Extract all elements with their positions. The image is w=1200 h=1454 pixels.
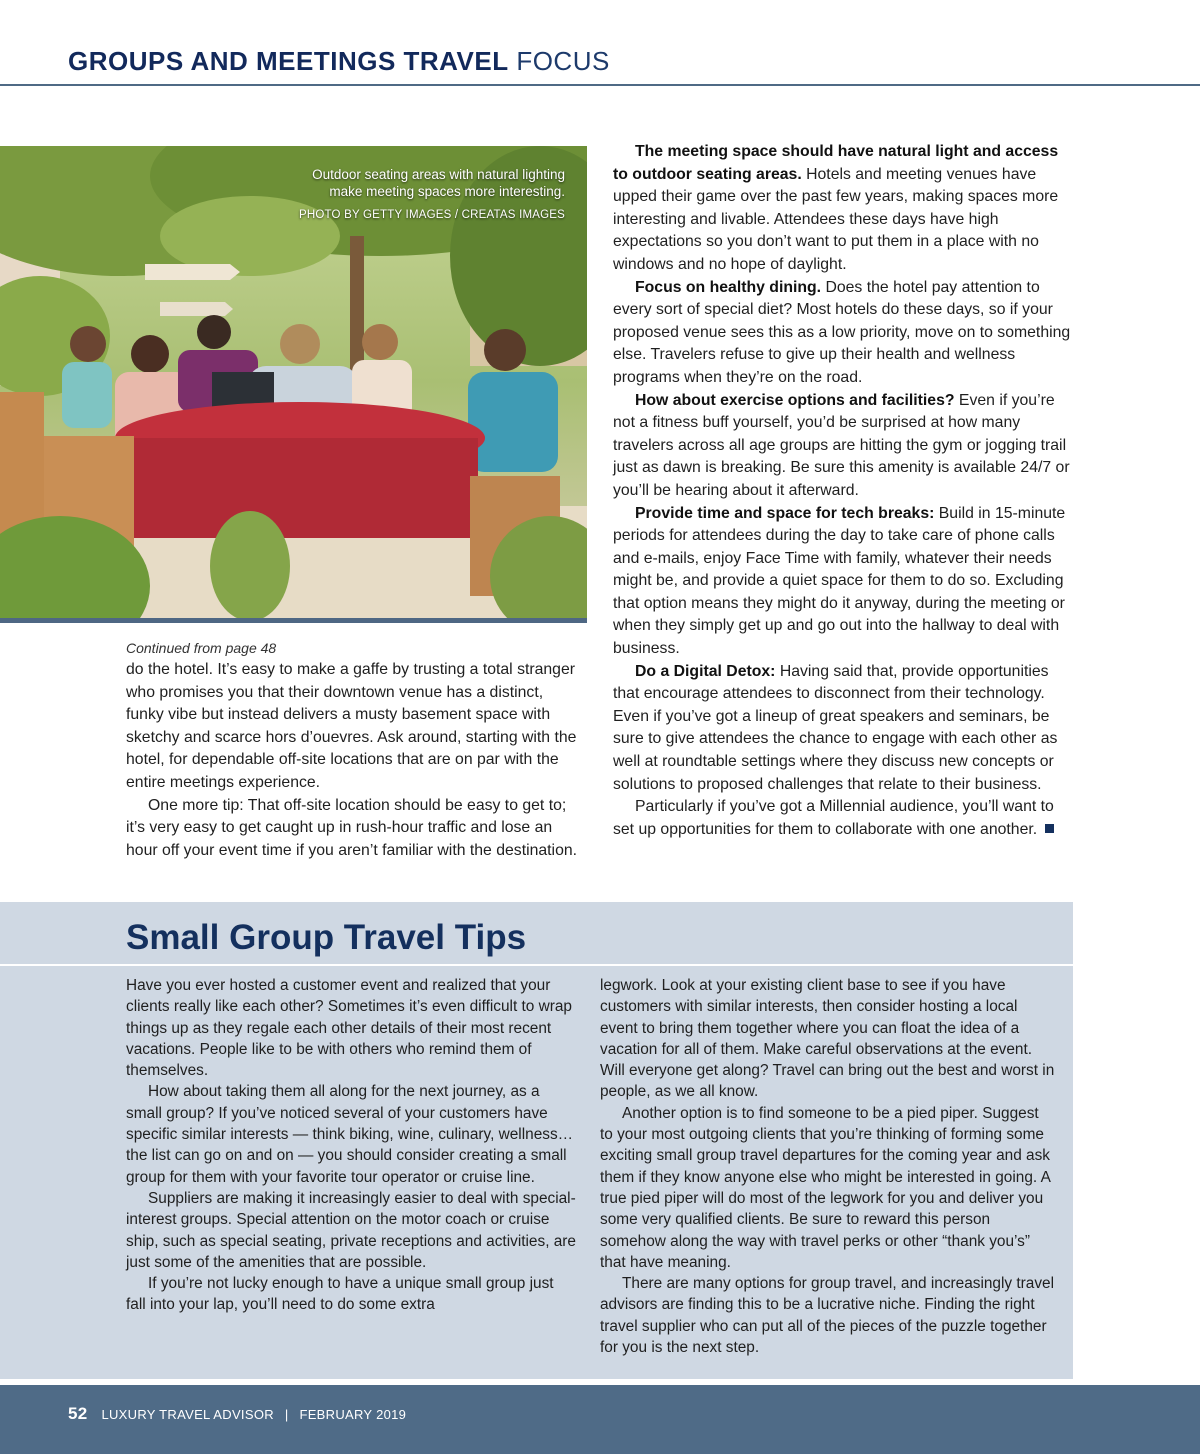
paragraph-lead: Provide time and space for tech breaks: (635, 504, 935, 522)
page-number: 52 (68, 1404, 88, 1423)
article-paragraph (613, 796, 1076, 841)
outdoor-meeting-photo (0, 146, 587, 618)
left-article-column (126, 637, 578, 862)
sidebar-paragraph: Have you ever hosted a customer event and realized that your clients really like each other? Sometimes it’s even difficult to wrap things up as they regale each other details of their most recent vacations. People like to be with others who remind them of themselves. (126, 977, 572, 1080)
photo-credit: PHOTO BY GETTY IMAGES / CREATAS IMAGES (299, 209, 565, 221)
sidebar-box (0, 902, 1073, 1379)
caption-line-1: Outdoor seating areas with natural lighting (312, 167, 565, 182)
issue-date: FEBRUARY 2019 (299, 1407, 407, 1422)
photo-caption (299, 166, 565, 224)
right-article-column (613, 141, 1076, 841)
page-footer (0, 1385, 1200, 1454)
continued-from-label: Continued from page 48 (126, 640, 277, 656)
sidebar-divider (0, 964, 1073, 966)
footer-info (68, 1403, 406, 1426)
paragraph-body: Does the hotel pay attention to every sort of special diet? Most hotels do these days, so if your proposed venue sees this as a low priority, move on to something else. Travelers refuse to give up their health and wellness programs when they’re on the road. (613, 278, 1071, 386)
sidebar-paragraph: legwork. Look at your existing client base to see if you have customers with similar interests, then consider hosting a local event to bring them together where you can float the idea of a vacation for all of them. Make careful observations at the event. Will everyone get along? Travel can bring out the best and worst in people, as we all know. (600, 977, 1055, 1101)
page-header (0, 0, 1200, 86)
footer-separator: | (284, 1407, 289, 1422)
sidebar-paragraph: If you’re not lucky enough to have a unique small group just fall into your lap, you’ll need to do some extra (126, 1275, 554, 1314)
paragraph-lead: Focus on healthy dining. (635, 278, 822, 296)
sidebar-title: Small Group Travel Tips (126, 918, 527, 957)
section-title (68, 46, 610, 76)
paragraph-lead: How about exercise options and facilities? (635, 391, 955, 409)
paragraph-body: Even if you’re not a fitness buff yourself, you’d be surprised at how many travelers across all age groups are hitting the gym or jogging trail just as dawn is breaking. Be sure this amenity is available 24/7 or you’ll be hearing about it afterward. (613, 391, 1070, 499)
paragraph-body: Having said that, provide opportunities that encourage attendees to disconnect from their technology. Even if you’ve got a lineup of great speakers and seminars, be sure to give attendees the chance to engage with each other as well at roundtable settings where they discuss new concepts or solutions to proposed challenges that relate to their business. (613, 662, 1058, 793)
paragraph-lead: The meeting space should have natural light and access to outdoor seating areas. (613, 143, 1059, 183)
article-paragraph: One more tip: That off-site location should be easy to get to; it’s very easy to get caught up in rush-hour traffic and lose an hour off your event time if you aren’t familiar with the destination. (126, 796, 578, 859)
sidebar-paragraph: Suppliers are making it increasingly easier to deal with special-interest groups. Special attention on the motor coach or cruise ship, such as special seating, private receptions and activities, are just some of the amenities that are possible. (126, 1189, 576, 1271)
article-paragraph (613, 503, 1076, 661)
section-title-light: FOCUS (516, 46, 610, 76)
publication-name: LUXURY TRAVEL ADVISOR (101, 1407, 274, 1422)
sidebar-paragraph: How about taking them all along for the next journey, as a small group? If you’ve noticed several of your customers have specific similar interests — think biking, wine, culinary, wellness…the list can go on and on — you should consider creating a small group for them with your favorite tour operator or cruise line. (126, 1083, 574, 1186)
article-paragraph (613, 390, 1076, 503)
end-of-article-icon (1045, 824, 1054, 833)
paragraph-body: Build in 15-minute periods for attendees during the day to take care of phone calls and e-mails, enjoy Face Time with family, whatever their needs might be, and provide a quiet space for them to do so. Excluding that option means they might do it anyway, during the meeting or when they simply get up and go out into the hallway to deal with business. (613, 504, 1066, 658)
article-paragraph (613, 661, 1076, 797)
caption-line-2: make meeting spaces more interesting. (329, 184, 565, 199)
article-paragraph (613, 141, 1076, 277)
sidebar-paragraph: Another option is to find someone to be a pied piper. Suggest to your most outgoing clients that you’re thinking of forming some exciting small group travel departures for the coming year and ask them if they know anyone else who might be interested in going. A true pied piper will do most of the legwork for you and deliver you some very qualified clients. Be sure to reward this person somehow along the way with travel perks or other “thank you’s” that have meaning. (600, 1104, 1051, 1271)
paragraph-lead: Do a Digital Detox: (635, 662, 776, 680)
sidebar-left-column (126, 975, 576, 1316)
section-title-bold: GROUPS AND MEETINGS TRAVEL (68, 46, 509, 76)
article-paragraph: do the hotel. It’s easy to make a gaffe by trusting a total stranger who promises you that their downtown venue has a distinct, funky vibe but instead delivers a musty basement space with sketchy and scarce hors d’ouevres. Ask around, starting with the hotel, for dependable off-site locations that are on par with the entire meetings experience. (126, 661, 577, 791)
paragraph-body: Hotels and meeting venues have upped their game over the past few years, making spaces more interesting and livable. Attendees these days have high expectations so you don’t want to put them in a place with no windows and no hope of daylight. (613, 165, 1059, 273)
article-paragraph (613, 277, 1076, 390)
sidebar-paragraph: There are many options for group travel, and increasingly travel advisors are finding this to be a lucrative niche. Finding the right travel supplier who can put all of the pieces of the puzzle together for you is the next step. (600, 1275, 1055, 1357)
paragraph-body: Particularly if you’ve got a Millennial audience, you’ll want to set up opportunities for them to collaborate with one another. (613, 798, 1054, 838)
sidebar-right-column (600, 975, 1055, 1358)
photo-bottom-rule (0, 618, 587, 623)
